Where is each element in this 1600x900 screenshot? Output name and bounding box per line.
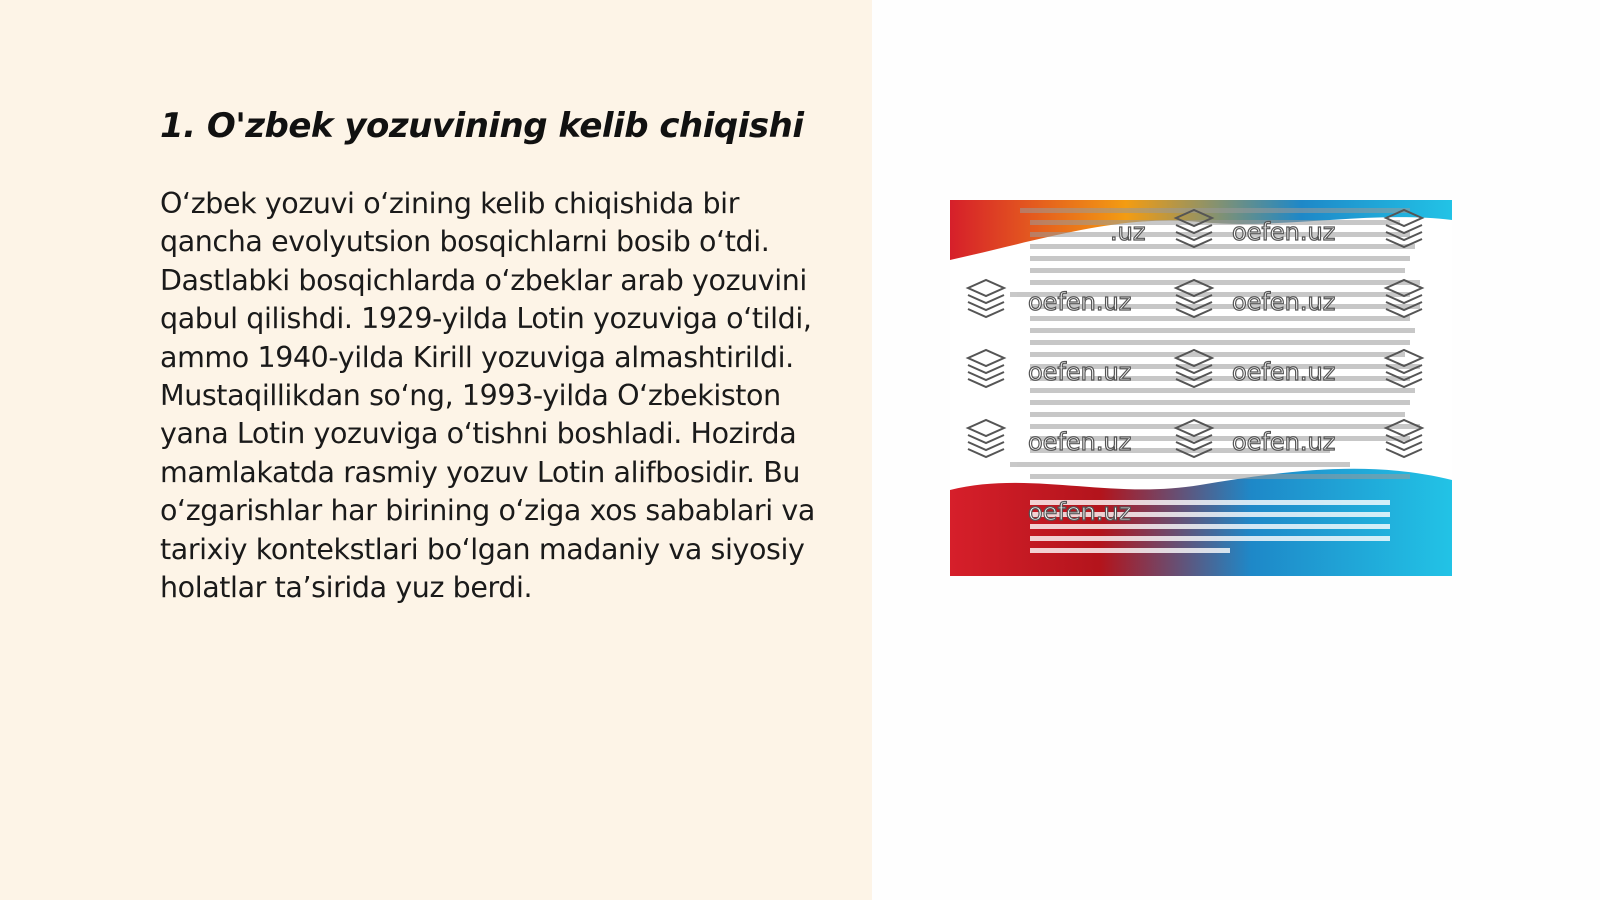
slide-title: 1. O'zbek yozuvining kelib chiqishi xyxy=(160,106,804,146)
slide-body-text: O‘zbek yozuvi o‘zining kelib chiqishida bir qancha evolyutsion bosqichlarni bosib o‘tdi. Dastlabki bosqichlarda o‘zbeklar arab yozuvini qabul qilishdi. 1929-yilda Lotin yozuviga o‘tildi, ammo 1940-yilda Kirill yozuviga almashtirildi. Mustaqillikdan so‘ng, 1993-yilda O‘zbekiston yana Lotin yozuviga o‘tishni boshladi. Hozirda mamlakatda rasmiy yozuv Lotin alifbosidir. Bu o‘zgarishlar har birining o‘ziga xos sabablari va tarixiy kontekstlari bo‘lgan madaniy va siyosiy holatlar ta’sirida yuz berdi. xyxy=(160,187,815,605)
svg-text:oefen.uz: oefen.uz xyxy=(1028,358,1132,386)
svg-text:oefen.uz: oefen.uz xyxy=(1232,428,1336,456)
svg-text:oefen.uz: oefen.uz xyxy=(1028,498,1132,526)
svg-text:oefen.uz: oefen.uz xyxy=(1028,428,1132,456)
svg-text:oefen.uz: oefen.uz xyxy=(1028,288,1132,316)
svg-text:oefen.uz: oefen.uz xyxy=(1232,288,1336,316)
svg-text:oefen.uz: oefen.uz xyxy=(1232,358,1336,386)
svg-text:.uz: .uz xyxy=(1110,218,1146,246)
svg-text:oefen.uz: oefen.uz xyxy=(1232,218,1336,246)
document-scan-image xyxy=(950,200,1452,576)
